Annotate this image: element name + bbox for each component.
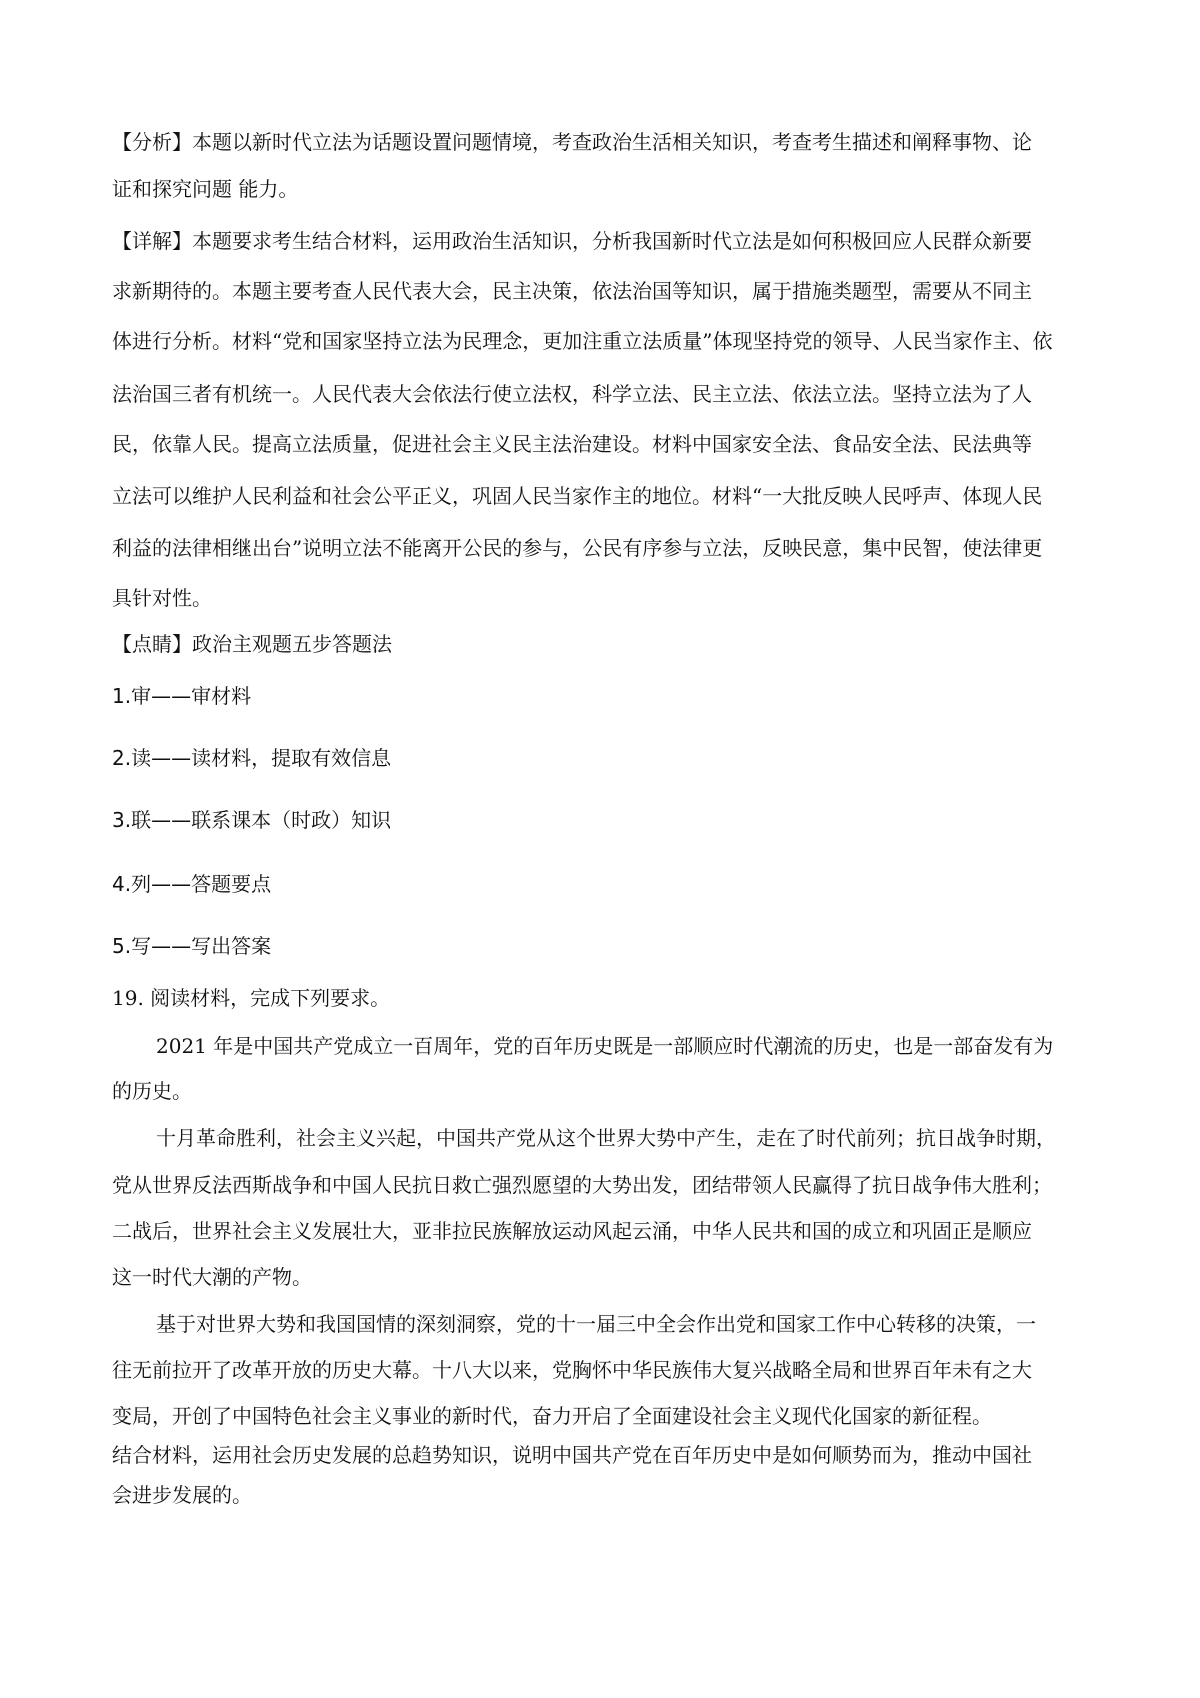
question-19-title: 19. 阅读材料，完成下列要求。 [112, 986, 391, 1010]
detail-line-1: 【详解】本题要求考生结合材料，运用政治生活知识，分析我国新时代立法是如何积极回应人民群众新要 [112, 229, 1032, 253]
tips-title: 【点睛】政治主观题五步答题法 [112, 632, 392, 656]
q19-para3-line-3: 变局，开创了中国特色社会主义事业的新时代，奋力开启了全面建设社会主义现代化国家的新征程。 [112, 1404, 992, 1428]
detail-line-4: 法治国三者有机统一。人民代表大会依法行使立法权，科学立法、民主立法、依法立法。坚持立法为了人 [112, 382, 1032, 406]
detail-line-8: 具针对性。 [112, 586, 212, 610]
q19-para1-line-2: 的历史。 [112, 1079, 192, 1103]
q19-ask-line-2: 会进步发展的。 [112, 1483, 252, 1507]
q19-para3-line-2: 往无前拉开了改革开放的历史大幕。十八大以来，党胸怀中华民族伟大复兴战略全局和世界百年未有之大 [112, 1358, 1032, 1382]
detail-line-2: 求新期待的。本题主要考查人民代表大会，民主决策，依法治国等知识，属于措施类题型，需要从不同主 [112, 279, 1032, 303]
tips-step-4: 4.列——答题要点 [112, 872, 272, 896]
q19-para3-line-1: 基于对世界大势和我国国情的深刻洞察，党的十一届三中全会作出党和国家工作中心转移的决策，一 [156, 1312, 1036, 1336]
detail-line-3: 体进行分析。材料“党和国家坚持立法为民理念，更加注重立法质量”体现坚持党的领导、人民当家作主、依 [112, 329, 1053, 353]
q19-para2-line-3: 二战后，世界社会主义发展壮大，亚非拉民族解放运动风起云涌，中华人民共和国的成立和巩固正是顺应 [112, 1219, 1032, 1243]
detail-line-6: 立法可以维护人民利益和社会公平正义，巩固人民当家作主的地位。材料“一大批反映人民呼声、体现人民 [112, 484, 1043, 508]
q19-para2-line-4: 这一时代大潮的产物。 [112, 1265, 312, 1289]
q19-ask-line-1: 结合材料，运用社会历史发展的总趋势知识，说明中国共产党在百年历史中是如何顺势而为，推动中国社 [112, 1443, 1032, 1467]
analysis-line-1: 【分析】本题以新时代立法为话题设置问题情境，考查政治生活相关知识，考查考生描述和阐释事物、论 [112, 130, 1032, 154]
detail-line-7: 利益的法律相继出台”说明立法不能离开公民的参与，公民有序参与立法，反映民意，集中民智，使法律更 [112, 536, 1043, 560]
tips-step-2: 2.读——读材料，提取有效信息 [112, 746, 392, 770]
analysis-line-2: 证和探究问题 能力。 [112, 177, 299, 201]
q19-para1-line-1: 2021 年是中国共产党成立一百周年，党的百年历史既是一部顺应时代潮流的历史，也是一部奋发有为 [156, 1034, 1054, 1058]
tips-step-3: 3.联——联系课本（时政）知识 [112, 808, 392, 832]
tips-step-1: 1.审——审材料 [112, 684, 252, 708]
detail-line-5: 民，依靠人民。提高立法质量，促进社会主义民主法治建设。材料中国家安全法、食品安全法、民法典等 [112, 432, 1032, 456]
q19-para2-line-1: 十月革命胜利，社会主义兴起，中国共产党从这个世界大势中产生，走在了时代前列；抗日战争时期， [156, 1126, 1056, 1150]
q19-para2-line-2: 党从世界反法西斯战争和中国人民抗日救亡强烈愿望的大势出发，团结带领人民赢得了抗日战争伟大胜利； [112, 1173, 1052, 1197]
tips-step-5: 5.写——写出答案 [112, 934, 272, 958]
